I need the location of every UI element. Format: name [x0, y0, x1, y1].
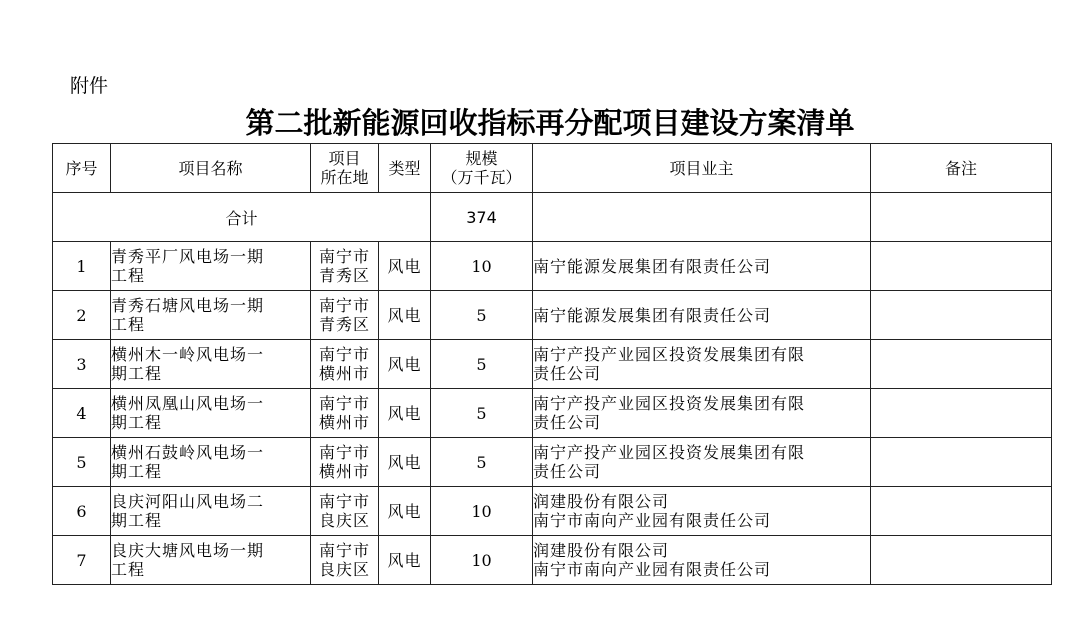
- row-location: [311, 536, 379, 585]
- row-no-line1: 4: [76, 403, 87, 423]
- row-project-name-line2: 工程: [111, 266, 146, 285]
- row-project-name-line2: 工程: [111, 560, 146, 579]
- row-owner-line1: 南宁产投产业园区投资发展集团有限: [533, 443, 806, 462]
- row-type: [379, 340, 431, 389]
- row-location-line2: 良庆区: [318, 560, 370, 579]
- row-scale: [431, 389, 533, 438]
- row-location: [311, 242, 379, 291]
- table-header-row: [53, 144, 1052, 193]
- table-row: [53, 536, 1052, 585]
- row-no-line1: 1: [76, 256, 87, 276]
- row-location-line2: 横州市: [318, 413, 370, 432]
- row-type: [379, 438, 431, 487]
- row-project-name: [111, 340, 311, 389]
- row-project-name-line1: 良庆河阳山风电场二: [111, 492, 265, 511]
- row-owner: [533, 438, 871, 487]
- header-location-line2: 所在地: [320, 168, 369, 187]
- project-table: [52, 143, 1052, 585]
- row-scale-line1: 5: [476, 305, 487, 325]
- row-no: [53, 438, 111, 487]
- row-type: [379, 242, 431, 291]
- total-row: [53, 193, 1052, 242]
- row-scale-line1: 10: [471, 256, 492, 276]
- header-scale-line2: （万千瓦）: [441, 168, 522, 187]
- total-value: 374: [431, 193, 533, 242]
- row-no-line1: 2: [76, 305, 87, 325]
- row-remark: [871, 291, 1052, 340]
- row-no-line1: 7: [76, 550, 87, 570]
- row-location-line1: 南宁市: [318, 247, 370, 266]
- row-no: [53, 487, 111, 536]
- total-label: 合计: [53, 193, 431, 242]
- row-location-line1: 南宁市: [318, 492, 370, 511]
- row-scale: [431, 291, 533, 340]
- row-project-name-line2: 期工程: [111, 364, 163, 383]
- row-owner-line2: 责任公司: [533, 413, 602, 432]
- row-project-name-line2: 期工程: [111, 462, 163, 481]
- row-type-line1: 风电: [387, 550, 422, 570]
- row-project-name: [111, 242, 311, 291]
- document-title: 第二批新能源回收指标再分配项目建设方案清单: [245, 106, 855, 140]
- row-scale-line1: 5: [476, 354, 487, 374]
- row-project-name-line1: 青秀平厂风电场一期: [111, 247, 265, 266]
- row-scale: [431, 487, 533, 536]
- row-project-name-line1: 良庆大塘风电场一期: [111, 541, 265, 560]
- row-location-line1: 南宁市: [318, 345, 370, 364]
- row-type: [379, 536, 431, 585]
- row-no: [53, 389, 111, 438]
- table-row: [53, 340, 1052, 389]
- header-location-line1: 项目: [328, 149, 361, 168]
- row-location-line2: 青秀区: [318, 266, 370, 285]
- row-owner-line1: 南宁能源发展集团有限责任公司: [533, 256, 772, 276]
- row-project-name-line1: 青秀石塘风电场一期: [111, 296, 265, 315]
- total-owner-empty: [533, 193, 871, 242]
- total-remark-empty: [871, 193, 1052, 242]
- row-project-name-line2: 工程: [111, 315, 146, 334]
- row-location: [311, 389, 379, 438]
- row-location-line1: 南宁市: [318, 394, 370, 413]
- row-location-line2: 横州市: [318, 364, 370, 383]
- attachment-label: 附件: [70, 75, 109, 97]
- row-scale: [431, 340, 533, 389]
- row-remark: [871, 389, 1052, 438]
- row-location-line2: 良庆区: [318, 511, 370, 530]
- row-project-name: [111, 487, 311, 536]
- row-project-name-line1: 横州凤凰山风电场一: [111, 394, 265, 413]
- row-no-line1: 6: [76, 501, 87, 521]
- header-no: 序号: [53, 144, 111, 193]
- header-type: 类型: [379, 144, 431, 193]
- row-remark: [871, 536, 1052, 585]
- table-row: [53, 438, 1052, 487]
- row-scale: [431, 438, 533, 487]
- row-no: [53, 242, 111, 291]
- row-location: [311, 487, 379, 536]
- row-owner-line2: 南宁市南向产业园有限责任公司: [533, 511, 772, 530]
- row-location-line2: 横州市: [318, 462, 370, 481]
- header-owner: 项目业主: [533, 144, 871, 193]
- header-location: [311, 144, 379, 193]
- row-type-line1: 风电: [387, 354, 422, 374]
- row-no-line1: 3: [76, 354, 87, 374]
- row-owner: [533, 340, 871, 389]
- header-scale: [431, 144, 533, 193]
- row-type: [379, 487, 431, 536]
- row-remark: [871, 340, 1052, 389]
- row-project-name: [111, 291, 311, 340]
- header-name: 项目名称: [111, 144, 311, 193]
- row-remark: [871, 242, 1052, 291]
- table-row: [53, 389, 1052, 438]
- row-project-name-line1: 横州木一岭风电场一: [111, 345, 265, 364]
- row-owner: [533, 389, 871, 438]
- header-remark: 备注: [871, 144, 1052, 193]
- row-owner: [533, 291, 871, 340]
- table-row: [53, 487, 1052, 536]
- row-location-line1: 南宁市: [318, 541, 370, 560]
- row-no: [53, 340, 111, 389]
- row-project-name: [111, 438, 311, 487]
- row-scale-line1: 10: [471, 501, 492, 521]
- row-project-name-line2: 期工程: [111, 413, 163, 432]
- row-no: [53, 291, 111, 340]
- row-scale: [431, 242, 533, 291]
- row-location-line1: 南宁市: [318, 443, 370, 462]
- row-project-name-line2: 期工程: [111, 511, 163, 530]
- row-owner-line1: 南宁产投产业园区投资发展集团有限: [533, 345, 806, 364]
- row-type-line1: 风电: [387, 256, 422, 276]
- row-owner-line1: 润建股份有限公司: [533, 541, 670, 560]
- row-location-line2: 青秀区: [318, 315, 370, 334]
- row-type: [379, 291, 431, 340]
- row-type-line1: 风电: [387, 305, 422, 325]
- row-location-line1: 南宁市: [318, 296, 370, 315]
- row-owner-line2: 责任公司: [533, 364, 602, 383]
- table-row: [53, 291, 1052, 340]
- row-project-name: [111, 389, 311, 438]
- row-no: [53, 536, 111, 585]
- row-scale-line1: 10: [471, 550, 492, 570]
- row-owner: [533, 242, 871, 291]
- row-location: [311, 291, 379, 340]
- row-project-name: [111, 536, 311, 585]
- row-remark: [871, 487, 1052, 536]
- row-scale: [431, 536, 533, 585]
- row-location: [311, 438, 379, 487]
- row-no-line1: 5: [76, 452, 87, 472]
- row-project-name-line1: 横州石鼓岭风电场一: [111, 443, 265, 462]
- row-scale-line1: 5: [476, 452, 487, 472]
- row-location: [311, 340, 379, 389]
- row-owner-line2: 责任公司: [533, 462, 602, 481]
- row-owner-line1: 南宁能源发展集团有限责任公司: [533, 305, 772, 325]
- row-type-line1: 风电: [387, 452, 422, 472]
- row-owner: [533, 487, 871, 536]
- row-type: [379, 389, 431, 438]
- row-owner-line1: 润建股份有限公司: [533, 492, 670, 511]
- table-row: [53, 242, 1052, 291]
- row-owner: [533, 536, 871, 585]
- row-type-line1: 风电: [387, 501, 422, 521]
- row-owner-line1: 南宁产投产业园区投资发展集团有限: [533, 394, 806, 413]
- row-remark: [871, 438, 1052, 487]
- header-scale-line1: 规模: [465, 149, 498, 168]
- row-owner-line2: 南宁市南向产业园有限责任公司: [533, 560, 772, 579]
- row-type-line1: 风电: [387, 403, 422, 423]
- row-scale-line1: 5: [476, 403, 487, 423]
